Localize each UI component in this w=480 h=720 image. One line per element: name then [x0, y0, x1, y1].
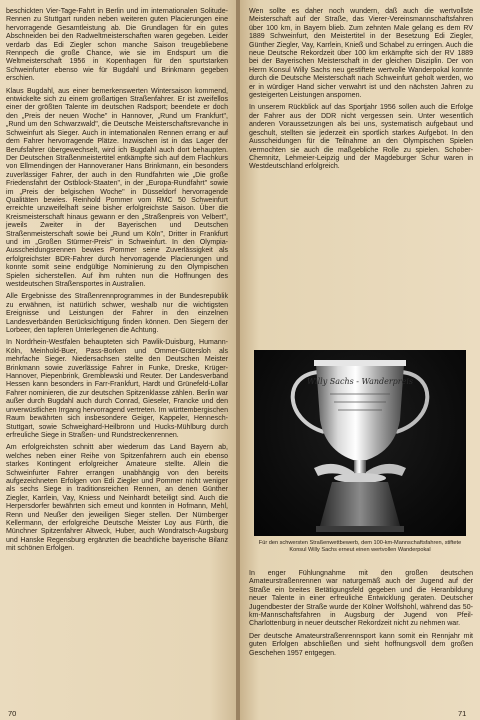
right-text-column-top — [249, 8, 473, 176]
paragraph: beschickten Vier-Tage-Fahrt in Berlin und im internationalen Solitude-Rennen zu Stuttgart runden neben weiteren guten Placierungen eine hervorragende Gesamtleistung ab. Die Grundlagen für ein gutes Abschneiden bei den Radweltmeisterschaften waren gegeben. Leider verdarb das Edi Ziegler schon manche Saison treugebliebene Rennpech die große Chance, wie sie im Endspurt um die Weltmeisterschaft 1956 in Kopenhagen für den spurtstarken Schweinfurter ebenso wie für Bugdahl und Brinkmann gegeben erschien. — [6, 8, 228, 83]
right-text-column-bottom — [249, 570, 473, 662]
page-number: 70 — [8, 709, 17, 718]
trophy-illustration — [254, 350, 466, 536]
cup-stem — [354, 460, 366, 474]
paragraph: Klaus Bugdahl, aus einer bemerkenswerten Wintersaison kommend, entwickelte sich zu einem großartigen Straßenfahrer. Er ist zweifellos einer der größten Talente im deutschen Radsport; beendete er doch den „Preis der neuen Woche" in Hannover, „Rund um Frankfurt", „Rund um den Schwarzwald", die Deutsche Meisterschaftsrevanche in Schweinfurt als Sieger. Auch in internationalen Rennen errang er auf dem Fahrer hervorragende Plätze. Inzwischen ist in das Lager der Berufsfahrer übergewechselt, wird ich Bugdahl auch dort behaupten. Der Deutschen Straßenmeistertitel entkämpfte sich auf dem Flachkurs von Ellmendingen der Hannoveraner Hans Brinkmann, ein besonders zuverlässiger Fahrer, der auch in den Rundfahrten wie „Die große Friedensfahrt der Ostblock-Staaten", in der „Europa-Rundfahrt" sowie im „Preis der belgischen Woche" in Düsseldorf hervorragende Qualitäten bewies. Reinhold Pommer vom RMC 50 Schweinfurt erreichte unzweifelhaft seine bisher erfolgreichste Saison. Über die Kreismeisterschaft hinaus gewann er den „Straßenpreis von Velbert", jeweils Zweiter in der Bayerischen und Deutschen Straßenmeisterschaft sowie bei „Rund um Köln", Dritter in Frankfurt und im „Großen Stürmer-Preis" in Schweinfurt. In den Olympia-Ausscheidungsrennen bewies Pommer seine Zuverlässigkeit als erfolgreichster BDR-Fahrer durch hervorragende Placierungen und konnte somit seine endgültige Nominierung zu den Olympischen Spielen sicherstellen. Auf ihm ruhten nun die Hoffnungen des westdeutschen Straßensportes in Australien. — [6, 87, 228, 288]
left-text-column — [6, 8, 228, 558]
page-number: 71 — [458, 709, 467, 718]
cup-plinth — [320, 482, 400, 526]
paragraph: Der deutsche Amateurstraßenrennsport kann somit ein Rennjahr mit guten Erfolgen abschließen und sieht hoffnungsvoll dem großen Geschehen 1957 entgegen. — [249, 632, 473, 657]
paragraph: In unserem Rückblick auf das Sportjahr 1956 sollen auch die Erfolge der Fahrer aus der DDR nicht vergessen sein. Unter wesentlich anderen Voraussetzungen als bei uns, systematisch aufgebaut und geschult, stellten sie jederzeit ein sportlich starkes Aufgebot. In den Ausscheidungen für die Teilnahme an den Olympischen Spielen vermochten sie auch die maßgebliche Rolle zu spielen. Schober-Chemnitz, Lehmeier-Leipzig und der Magdeburger Schur waren in Westdeutschland erfolgreich. — [249, 104, 473, 171]
paragraph: Alle Ergebnisse des Straßenrennprogrammes in der Bundesrepublik zu erwähnen, ist natürlich schwer, weshalb nur die wichtigsten Ereignisse und Leistungen der Fahrer in den einzelnen Landesverbänden Berücksichtigung finden können. Den Siegern der Lorbeer, den tapferen Unterlegenen die Achtung. — [6, 293, 228, 335]
engraving-text: Willy Sachs - Wanderpreis — [306, 377, 414, 386]
cup-rim — [314, 360, 406, 366]
cup-foot — [334, 473, 386, 483]
photo-caption: Für den schwersten Straßenwettbewerb, dem 100-km-Mannschaftsfahren, stiftete Konsul Willy Sachs erneut einen wertvollen Wanderpokal — [258, 540, 462, 553]
right-page — [240, 0, 480, 720]
paragraph: Am erfolgreichsten schnitt aber wiederum das Land Bayern ab, welches neben einer Reihe von Spitzenfahrern auch ein ebenso starkes Kontingent erfolgreicher Amateure stellte. Allein die Schweinfurter Fahrer errangen unabhängig von den bereits aufgezeichneten Erfolgen von Edi Ziegler und Pommer nicht weniger als sechs Siege in traditionsreichen Rennen, an denen Günther Ziegler, Karrlein, Vay, Kniess und Neinhardt beteiligt sind. Auch die Herpersdorfer bewährten sich erneut und konnten in Hofmann, Mehl, Renn und Neußer den jeweiligen Sieger stellen. Der Nürnberger Kellermann, der erfolgreiche Deutsche Meister Loy aus Fürth, die Münchner Spitzenfahrer Altweck, Huber, auch Wondratsch-Augsburg und Hanske Regensburg ergänzten die beachtliche bayerische Bilanz mit schönen Erfolgen. — [6, 444, 228, 553]
trophy-photo — [254, 350, 466, 536]
paragraph: In enger Fühlungnahme mit den großen deutschen Amateurstraßenrennen war naturgemäß auch der Jugend auf der Straße ein breites Betätigungsfeld gegeben und die Heranbildung neuer Talente in einer erfreuliche Entwicklung geraten. Deutscher Jugendbester der Straße wurde der Kölner Wolfshohl, während das 50-km-Mannschaftsfahren in Augsburg der Jugend von Pfeil-Charlottenburg in neuer deutscher Rekordzeit nicht zu nehmen war. — [249, 570, 473, 628]
paragraph: Wen sollte es daher noch wundern, daß auch die wertvollste Meisterschaft auf der Straße, das Vierer-Vereinsmannschaftsfahren über 100 km, in Bayern blieb. Zum zehnten Male gelang es dem RV 1889 Schweinfurt, den Meistertitel in der Besetzung Edi Ziegler, Günther Ziegler, Vay, Karrlein, Knieß und Schabel zu erringen. Auch die neue Deutsche Rekordzeit über 100 km erkämpfte sich der RV 1889 bei der Bayerischen Meisterschaft in der gleichen Disziplin. Der von Herrn Konsul Willy Sachs neu gestiftete wertvolle Wanderpokal konnte durch die Deutsche Meisterschaft nach Schweinfurt geholt werden, wo er in würdiger Hand sicher verwahrt ist und den nächsten Jahren zu gesteigerten Leistungen anspornen. — [249, 8, 473, 100]
left-page — [0, 0, 238, 720]
paragraph: In Nordrhein-Westfalen behaupteten sich Pawlik-Duisburg, Humann-Köln, Meinhold-Buer, Pass-Borken und Ommer-Gütersloh als mehrfache Sieger. Niedersachsen stellte den Deutschen Meister Brinkmann sowie zuverlässige Fahrer in Funke, Dreske, Krüger-Hannover, Piepenbrink, Gremblewski und Reuter. Der Landesverband Hessen kann besonders in Farr-Frankfurt, Hardt und Grünefeld-Lollar Fahrer nominieren, die zur deutschen Spitzenklasse zählen. Berlin war außer durch Bugdahl auch durch Conrad, Gieseler, Francke und den unverwüstlichen Irrgang hervorragend vertreten. Im württembergischen Raum bewährten sich insbesondere Geiger, Kappeler, Hennesch-Stuttgart, sowie Schweighard-Heilbronn und Hucks-Mühlburg durch erfreuliche Siege in Straßen- und Rundstreckenrennen. — [6, 339, 228, 439]
